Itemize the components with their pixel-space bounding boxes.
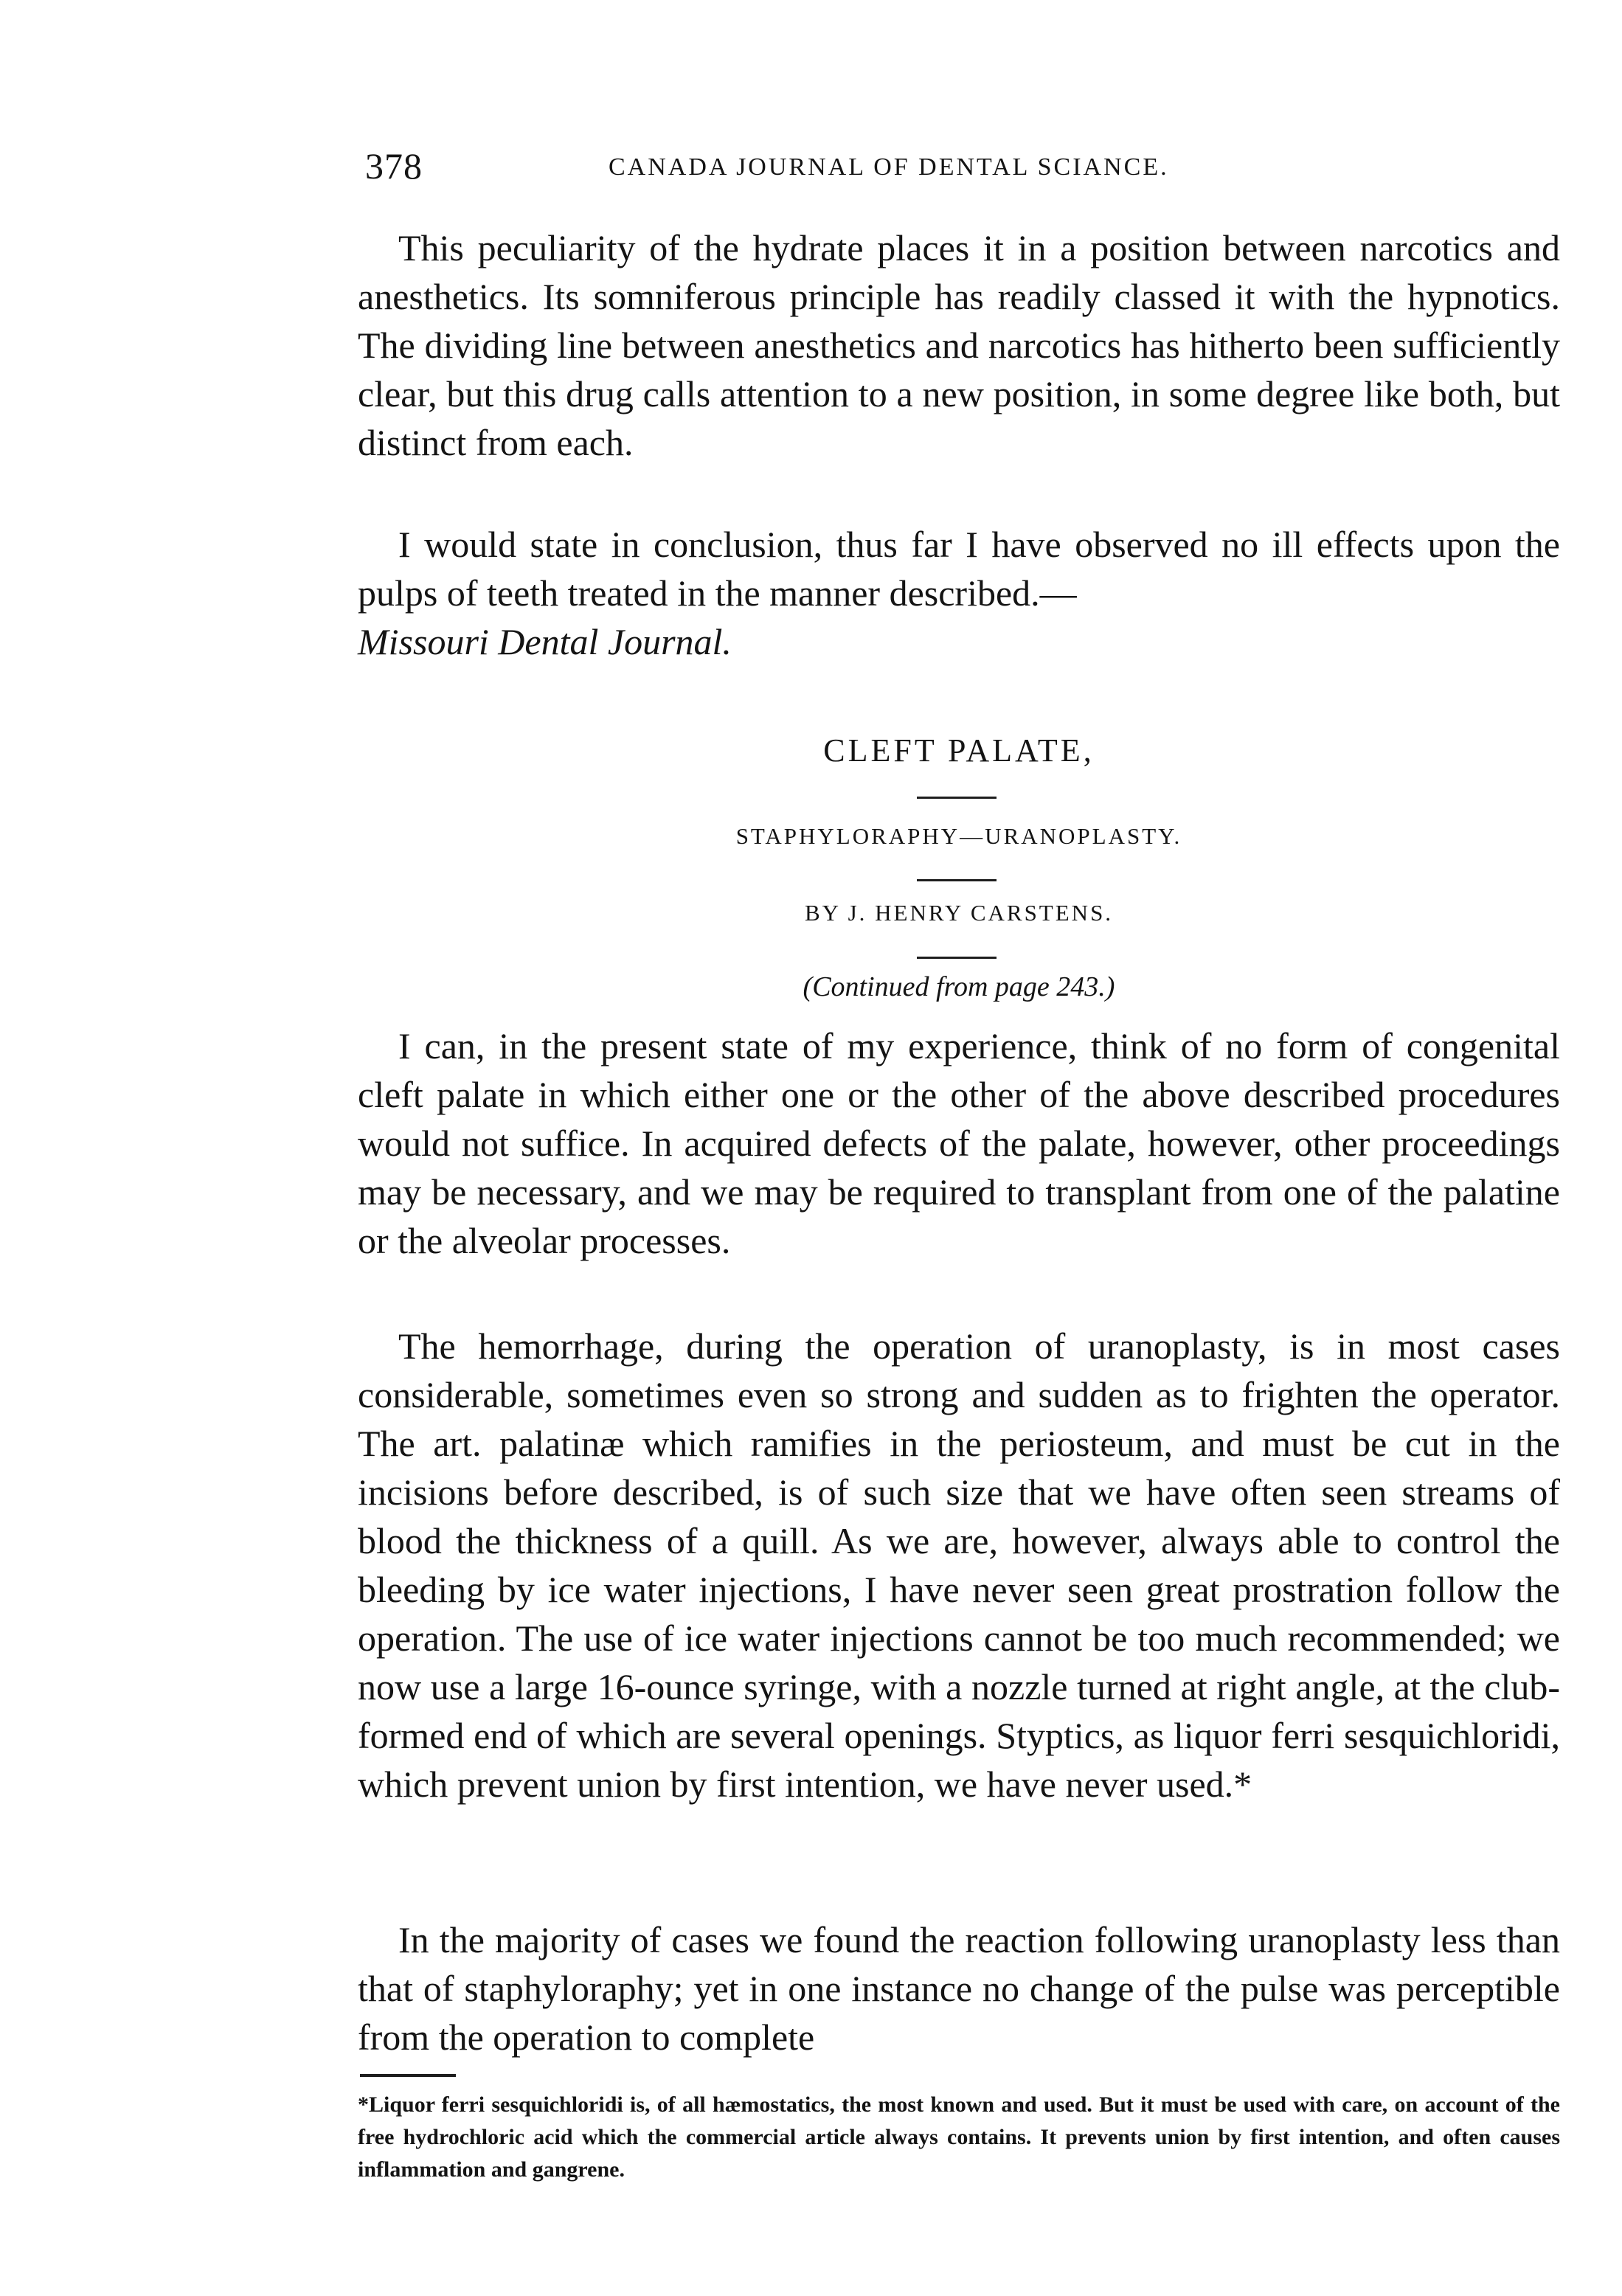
subtitle-divider <box>917 879 997 881</box>
title-divider <box>917 797 997 799</box>
byline-divider <box>917 957 997 959</box>
running-head <box>365 145 1567 196</box>
article-paragraph: In the majority of cases we found the reaction following uranoplasty less than that of staphyloraphy; yet in one instance no change of the pulse was perceptible from the operation to complete <box>358 1919 1560 2058</box>
article-title: CLEFT PALATE, <box>823 732 1095 769</box>
article-paragraph: The hemorrhage, during the operation of uranoplasty, is in most cases considerable, sometimes even so strong and sudden as to frighten the operator. The art. palatinæ which ramifies in the periosteum, and must be cut in the incisions before described, is of such size that we have often seen streams of blood the thickness of a quill. As we are, however, always able to control the bleeding by ice water injections, I have never seen great prostration follow the operation. The use of ice water injections cannot be too much recommended; we now use a large 16-ounce syringe, with a nozzle turned at right angle, at the club-formed end of which are several openings. Styptics, as liquor ferri sesquichloridi, which prevent union by first intention, we have never used.* <box>358 1325 1560 1805</box>
previous-article-conclusion <box>358 520 1560 666</box>
conclusion-text: I would state in conclusion, thus far I have observed no ill effects upon the pulps of teeth treated in the manner described.— <box>358 524 1560 614</box>
journal-title: CANADA JOURNAL OF DENTAL SCIANCE. <box>609 153 1169 181</box>
continued-note: (Continued from page 243.) <box>803 971 1115 1002</box>
page-number: 378 <box>365 145 423 187</box>
previous-article-paragraph: This peculiarity of the hydrate places it in a position between narcotics and anesthetics. Its somniferous principle has readily classed it with the hypnotics. The dividing line between anesthetics and narcotics has hitherto been sufficiently clear, but this drug calls attention to a new position, in some degree like both, but distinct from each. <box>358 227 1560 463</box>
footnote-divider <box>360 2074 456 2077</box>
source-citation: Missouri Dental Journal. <box>358 621 732 662</box>
article-subtitle: STAPHYLORAPHY—URANOPLASTY. <box>735 823 1182 849</box>
footnote: *Liquor ferri sesquichloridi is, of all hæmostatics, the most known and used. But it must be used with care, on account of the free hydrochloric acid which the commercial article always contains. It prevents union by first intention, and often causes inflammation and gangrene. <box>358 2092 1560 2182</box>
article-byline: BY J. HENRY CARSTENS. <box>804 900 1114 926</box>
article-paragraph: I can, in the present state of my experience, think of no form of congenital cleft palate in which either one or the other of the above described procedures would not suffice. In acquired defects of the palate, however, other proceedings may be necessary, and we may be required to transplant from one of the palatine or the alveolar processes. <box>358 1025 1560 1261</box>
